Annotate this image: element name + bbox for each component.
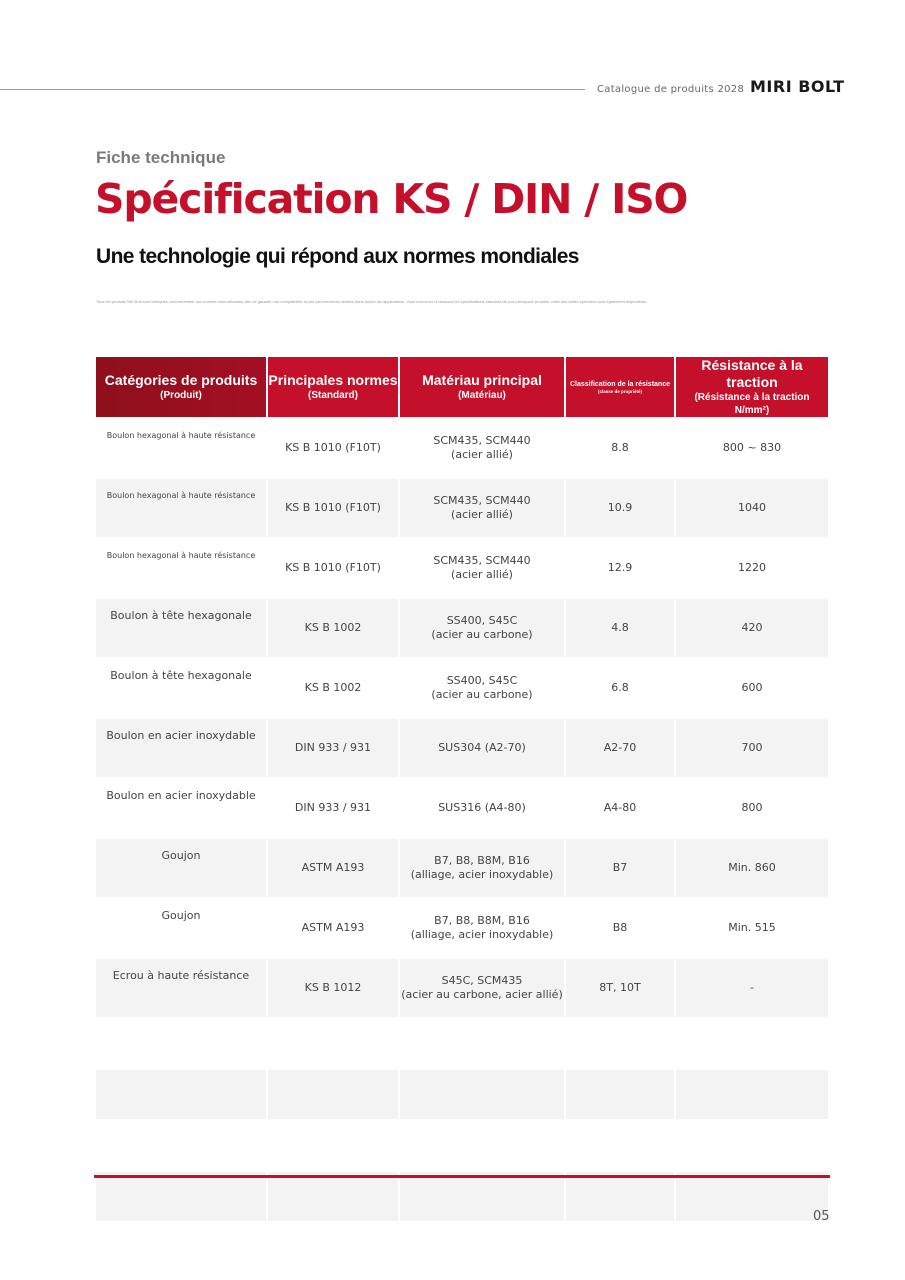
empty-cell — [400, 1019, 564, 1068]
empty-cell — [268, 1019, 398, 1068]
cell-standard: DIN 933 / 931 — [268, 779, 398, 837]
empty-cell — [676, 1121, 828, 1170]
cell-material — [400, 839, 564, 897]
material-name: B7, B8, B8M, B16 — [434, 914, 530, 927]
empty-cell — [96, 1070, 266, 1119]
header-rule — [0, 89, 585, 90]
cell-material — [400, 719, 564, 777]
cell-standard: KS B 1010 (F10T) — [268, 539, 398, 597]
cell-grade: A4-80 — [566, 779, 674, 837]
empty-cell — [400, 1172, 564, 1221]
header-material — [400, 357, 564, 417]
cell-category: Ecrou à haute résistance — [96, 959, 266, 1017]
cell-material — [400, 539, 564, 597]
table-row — [96, 719, 828, 777]
material-name: SCM435, SCM440 — [433, 494, 531, 507]
header-tensile-sub: (Résistance à la traction N/mm²) — [694, 392, 810, 416]
empty-cell — [268, 1121, 398, 1170]
page-title: Spécification KS / DIN / ISO — [95, 175, 688, 223]
material-type: (alliage, acier inoxydable) — [410, 868, 554, 881]
header-category — [96, 357, 266, 417]
empty-cell — [96, 1019, 266, 1068]
header-category-sub: (Produit) — [160, 390, 202, 401]
header-grade-sub: (classe de propriété) — [597, 388, 642, 394]
header-grade-label: Classification de la résistance — [570, 380, 670, 388]
footer-rule — [94, 1175, 830, 1178]
empty-cell — [566, 1070, 674, 1119]
cell-tensile: 600 — [676, 659, 828, 717]
cell-standard: KS B 1002 — [268, 599, 398, 657]
cell-tensile: 700 — [676, 719, 828, 777]
cell-category: Boulon hexagonal à haute résistance — [96, 479, 266, 537]
empty-row — [96, 1070, 828, 1119]
cell-tensile: Min. 515 — [676, 899, 828, 957]
table-row — [96, 659, 828, 717]
empty-cell — [96, 1121, 266, 1170]
cell-material — [400, 599, 564, 657]
cell-standard: ASTM A193 — [268, 839, 398, 897]
table-row — [96, 959, 828, 1017]
cell-category: Boulon à tête hexagonale — [96, 599, 266, 657]
empty-cell — [676, 1172, 828, 1221]
header-tensile-label: Résistance à la traction — [701, 357, 803, 390]
table-row — [96, 599, 828, 657]
material-name: SUS304 (A2-70) — [438, 741, 526, 754]
cell-grade: B7 — [566, 839, 674, 897]
empty-row — [96, 1019, 828, 1068]
cell-standard: KS B 1012 — [268, 959, 398, 1017]
material-name: SS400, S45C — [446, 614, 518, 627]
material-type: (acier au carbone) — [431, 628, 533, 641]
cell-category: Boulon hexagonal à haute résistance — [96, 539, 266, 597]
header-standard — [268, 357, 398, 417]
header-grade — [566, 357, 674, 417]
cell-material — [400, 419, 564, 477]
header-material-sub: (Matériau) — [458, 390, 506, 401]
empty-cell — [566, 1121, 674, 1170]
empty-cell — [96, 1172, 266, 1221]
material-name: SUS316 (A4-80) — [438, 801, 526, 814]
cell-category: Goujon — [96, 899, 266, 957]
cell-material — [400, 479, 564, 537]
table-row — [96, 839, 828, 897]
catalog-label: Catalogue de produits 2028 — [597, 84, 745, 95]
section-kicker: Fiche technique — [96, 148, 226, 167]
table-row — [96, 419, 828, 477]
cell-grade: 10.9 — [566, 479, 674, 537]
header-tensile — [676, 357, 828, 417]
empty-row — [96, 1172, 828, 1221]
material-name: SCM435, SCM440 — [433, 554, 531, 567]
cell-grade: B8 — [566, 899, 674, 957]
cell-grade: 6.8 — [566, 659, 674, 717]
empty-cell — [566, 1172, 674, 1221]
cell-standard: KS B 1002 — [268, 659, 398, 717]
material-name: SCM435, SCM440 — [433, 434, 531, 447]
table-row — [96, 539, 828, 597]
material-name: S45C, SCM435 — [441, 974, 523, 987]
material-name: SS400, S45C — [446, 674, 518, 687]
cell-grade: 12.9 — [566, 539, 674, 597]
cell-category: Boulon en acier inoxydable — [96, 719, 266, 777]
intro-paragraph: Tous les produits Miri Bolt sont fabriqués conformément aux normes internationales afin de garantir une compatibilité et des performances stables dans toutes les applications. Vous trouverez ci-dessous les spécifications standard de nos principaux produits, mais des tailles spéciales sont également disponibles. — [96, 299, 648, 304]
page-number: 05 — [813, 1209, 830, 1224]
empty-cell — [268, 1070, 398, 1119]
material-type: (acier allié) — [451, 508, 513, 521]
cell-tensile: 1040 — [676, 479, 828, 537]
cell-tensile: 420 — [676, 599, 828, 657]
table-header-row — [96, 357, 828, 417]
cell-material — [400, 959, 564, 1017]
material-type: (acier allié) — [451, 448, 513, 461]
empty-cell — [676, 1070, 828, 1119]
header-standard-label: Principales normes — [268, 372, 398, 388]
cell-category: Goujon — [96, 839, 266, 897]
empty-row — [96, 1121, 828, 1170]
cell-grade: 8T, 10T — [566, 959, 674, 1017]
cell-tensile: 800 ~ 830 — [676, 419, 828, 477]
material-name: B7, B8, B8M, B16 — [434, 854, 530, 867]
empty-cell — [268, 1172, 398, 1221]
cell-standard: DIN 933 / 931 — [268, 719, 398, 777]
page-subtitle: Une technologie qui répond aux normes mondiales — [96, 245, 579, 268]
cell-standard: ASTM A193 — [268, 899, 398, 957]
header-material-label: Matériau principal — [422, 372, 542, 388]
header-category-label: Catégories de produits — [104, 372, 258, 388]
table-row — [96, 479, 828, 537]
header-standard-sub: (Standard) — [308, 390, 358, 401]
cell-tensile: 800 — [676, 779, 828, 837]
cell-tensile: Min. 860 — [676, 839, 828, 897]
cell-grade: A2-70 — [566, 719, 674, 777]
material-type: (acier au carbone) — [431, 688, 533, 701]
brand-name: MIRI BOLT — [750, 77, 845, 96]
cell-tensile: - — [676, 959, 828, 1017]
cell-material — [400, 659, 564, 717]
cell-material — [400, 899, 564, 957]
material-type: (acier au carbone, acier allié) — [401, 988, 563, 1001]
cell-category: Boulon hexagonal à haute résistance — [96, 419, 266, 477]
cell-tensile: 1220 — [676, 539, 828, 597]
empty-cell — [400, 1070, 564, 1119]
cell-material — [400, 779, 564, 837]
cell-category: Boulon en acier inoxydable — [96, 779, 266, 837]
table-row — [96, 779, 828, 837]
cell-grade: 8.8 — [566, 419, 674, 477]
table-row — [96, 899, 828, 957]
empty-cell — [566, 1019, 674, 1068]
material-type: (alliage, acier inoxydable) — [410, 928, 554, 941]
empty-cell — [400, 1121, 564, 1170]
empty-cell — [676, 1019, 828, 1068]
cell-grade: 4.8 — [566, 599, 674, 657]
spec-table — [94, 355, 830, 1223]
cell-category: Boulon à tête hexagonale — [96, 659, 266, 717]
cell-standard: KS B 1010 (F10T) — [268, 479, 398, 537]
material-type: (acier allié) — [451, 568, 513, 581]
cell-standard: KS B 1010 (F10T) — [268, 419, 398, 477]
